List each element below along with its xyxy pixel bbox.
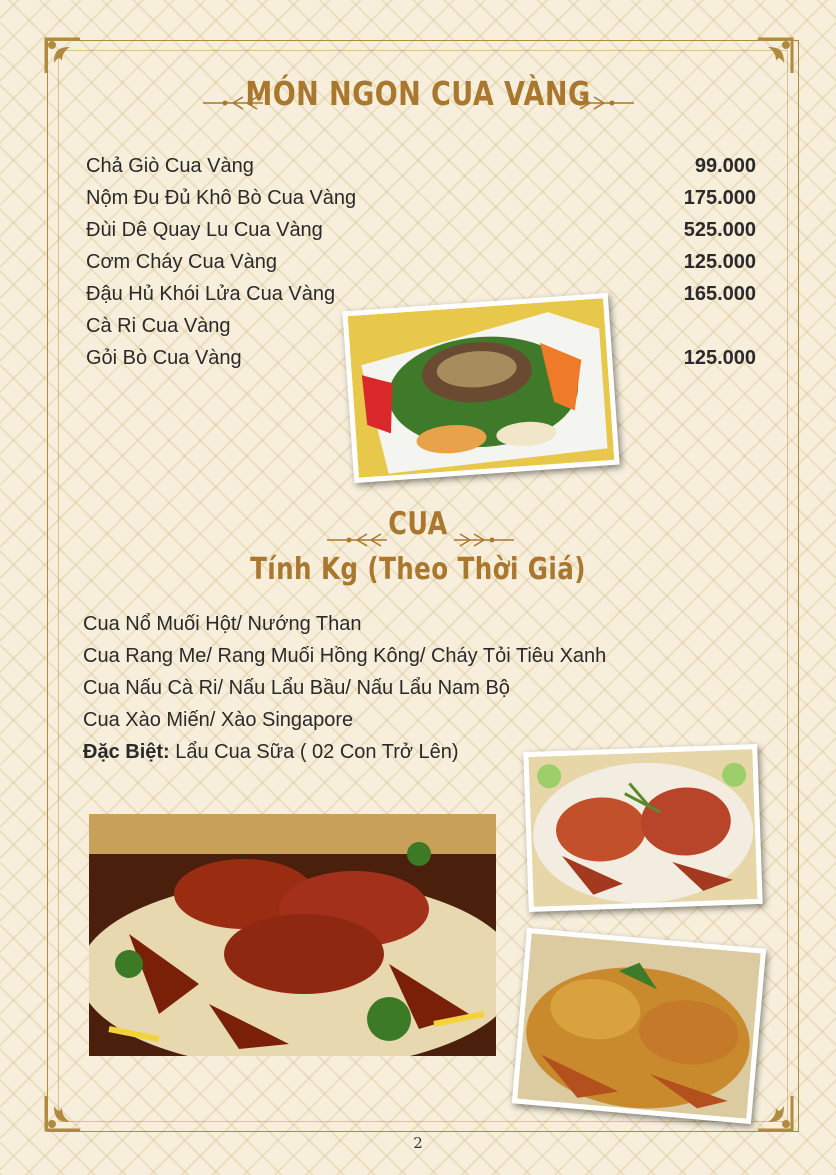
flourish-left-icon bbox=[203, 96, 265, 110]
dish-price: 525.000 bbox=[683, 219, 756, 241]
corner-ornament-icon bbox=[40, 33, 84, 77]
list-item: Cua Rang Me/ Rang Muối Hồng Kông/ Cháy Tỏi Tiêu Xanh bbox=[83, 645, 607, 667]
dish-name: Cơm Cháy Cua Vàng bbox=[86, 251, 277, 273]
dish-price: 175.000 bbox=[683, 187, 756, 209]
dish-name: Chả Giò Cua Vàng bbox=[86, 155, 254, 177]
corner-ornament-icon bbox=[754, 33, 798, 77]
special-label: Đặc Biệt: bbox=[83, 741, 170, 763]
section-subtitle: Tính Kg (Theo Thời Giá) bbox=[250, 552, 586, 587]
menu-item bbox=[86, 214, 756, 246]
flourish-left-icon bbox=[327, 533, 389, 547]
dish-price: 165.000 bbox=[683, 283, 756, 305]
list-item: Cua Xào Miến/ Xào Singapore bbox=[83, 709, 354, 731]
menu-item bbox=[86, 246, 756, 278]
dish-price: 125.000 bbox=[683, 251, 756, 273]
dish-name: Nộm Đu Đủ Khô Bò Cua Vàng bbox=[86, 187, 357, 209]
flourish-right-icon bbox=[452, 533, 514, 547]
dish-price: 125.000 bbox=[683, 347, 756, 369]
list-item: Cua Nấu Cà Ri/ Nấu Lẩu Bầu/ Nấu Lẩu Nam Bộ bbox=[83, 677, 510, 699]
menu-item bbox=[86, 150, 756, 182]
list-item: Cua Nổ Muối Hột/ Nướng Than bbox=[83, 613, 362, 635]
crab-menu-list bbox=[83, 608, 606, 768]
flourish-right-icon bbox=[572, 96, 634, 110]
corner-ornament-icon bbox=[754, 1092, 798, 1136]
crab-photo bbox=[512, 928, 766, 1124]
salad-photo bbox=[342, 293, 619, 483]
dish-name: Cà Ri Cua Vàng bbox=[86, 315, 231, 337]
section-title: CUA bbox=[388, 506, 448, 542]
menu-item bbox=[86, 182, 756, 214]
dish-price: 99.000 bbox=[694, 155, 756, 177]
dish-name: Đùi Dê Quay Lu Cua Vàng bbox=[86, 219, 323, 241]
section-title: MÓN NGON CUA VÀNG bbox=[245, 74, 591, 113]
chili-crab-photo bbox=[89, 814, 496, 1056]
page-number: 2 bbox=[413, 1134, 423, 1152]
special-text: Lẩu Cua Sữa ( 02 Con Trở Lên) bbox=[169, 741, 459, 763]
dish-name: Gỏi Bò Cua Vàng bbox=[86, 347, 242, 369]
corner-ornament-icon bbox=[40, 1092, 84, 1136]
dish-name: Đậu Hủ Khói Lửa Cua Vàng bbox=[86, 283, 336, 305]
crab-photo bbox=[523, 744, 762, 912]
